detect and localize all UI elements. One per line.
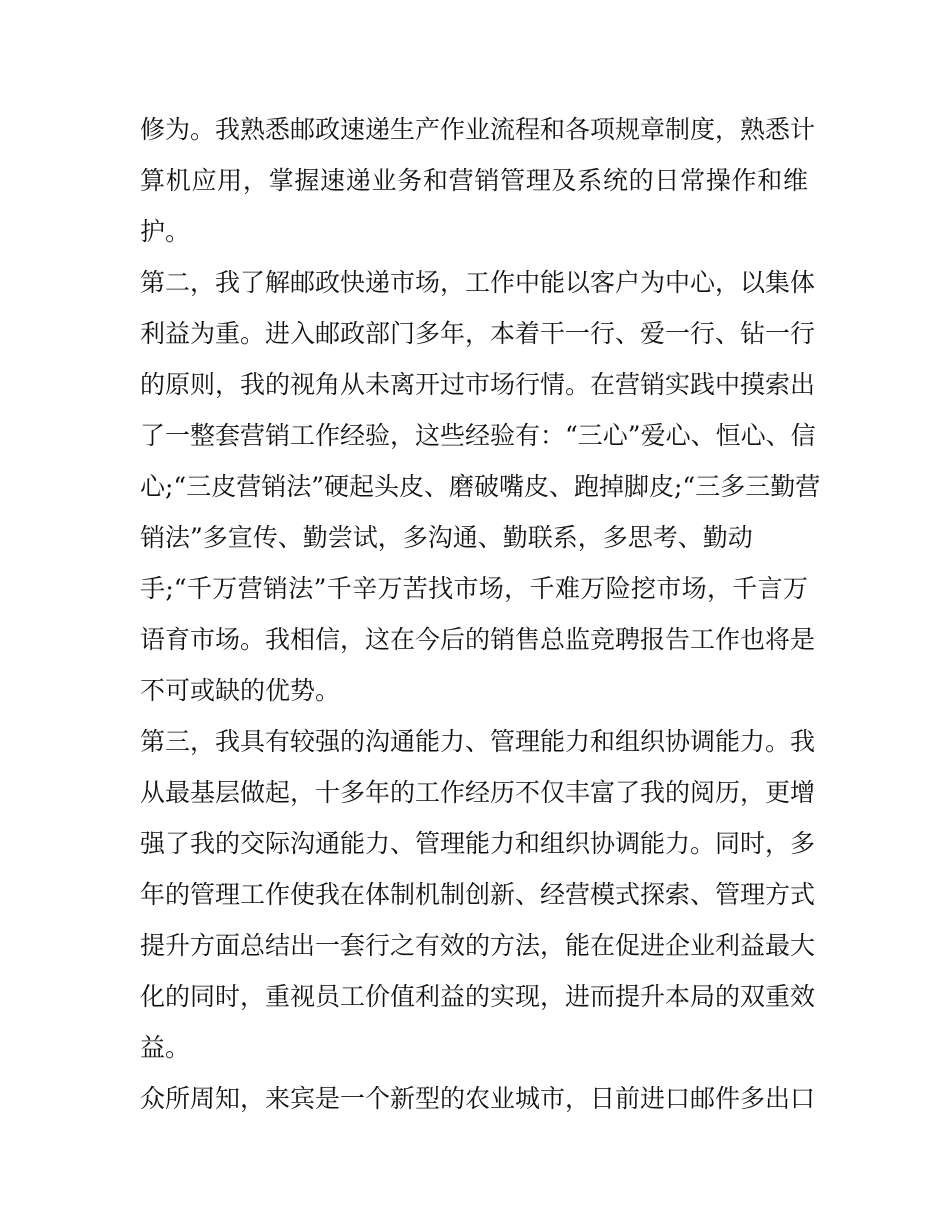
text-line: 护。 <box>140 217 191 246</box>
text-line: 第二，我了解邮政快递市场，工作中能以客户为中心，以集体 <box>140 268 816 297</box>
text-line: 强了我的交际沟通能力、管理能力和组织协调能力。同时，多 <box>140 829 816 858</box>
text-line: 益。 <box>140 1033 191 1062</box>
text-line: 心;“三皮营销法”硬起头皮、磨破嘴皮、跑掉脚皮;“三多三勤营 <box>140 472 821 501</box>
text-line: 算机应用，掌握速递业务和营销管理及系统的日常操作和维 <box>140 166 808 195</box>
text-line: 从最基层做起，十多年的工作经历不仅丰富了我的阅历，更增 <box>140 778 816 807</box>
text-line: 提升方面总结出一套行之有效的方法，能在促进企业利益最大 <box>140 931 816 960</box>
text-line: 年的管理工作使我在体制机制创新、经营模式探索、管理方式 <box>140 880 816 909</box>
text-line: 利益为重。进入邮政部门多年，本着干一行、爱一行、钻一行 <box>140 319 816 348</box>
text-line: 众所周知，来宾是一个新型的农业城市，日前进口邮件多出口 <box>140 1084 816 1113</box>
text-line: 修为。我熟悉邮政速递生产作业流程和各项规章制度，熟悉计 <box>140 115 816 144</box>
text-line: 销法”多宣传、勤尝试，多沟通、勤联系，多思考、勤动 <box>140 523 753 552</box>
text-line: 语育市场。我相信，这在今后的销售总监竞聘报告工作也将是 <box>140 625 816 654</box>
text-line: 化的同时，重视员工价值利益的实现，进而提升本局的双重效 <box>140 982 816 1011</box>
text-line: 的原则，我的视角从未离开过市场行情。在营销实践中摸索出 <box>140 370 816 399</box>
text-line: 不可或缺的优势。 <box>140 676 341 705</box>
document-body <box>140 104 820 1124</box>
text-line: 第三，我具有较强的沟通能力、管理能力和组织协调能力。我 <box>140 727 816 756</box>
text-line: 手;“千万营销法”千辛万苦找市场，千难万险挖市场，千言万 <box>140 574 808 603</box>
text-line: 了一整套营销工作经验，这些经验有：“三心”爱心、恒心、信 <box>140 421 816 450</box>
